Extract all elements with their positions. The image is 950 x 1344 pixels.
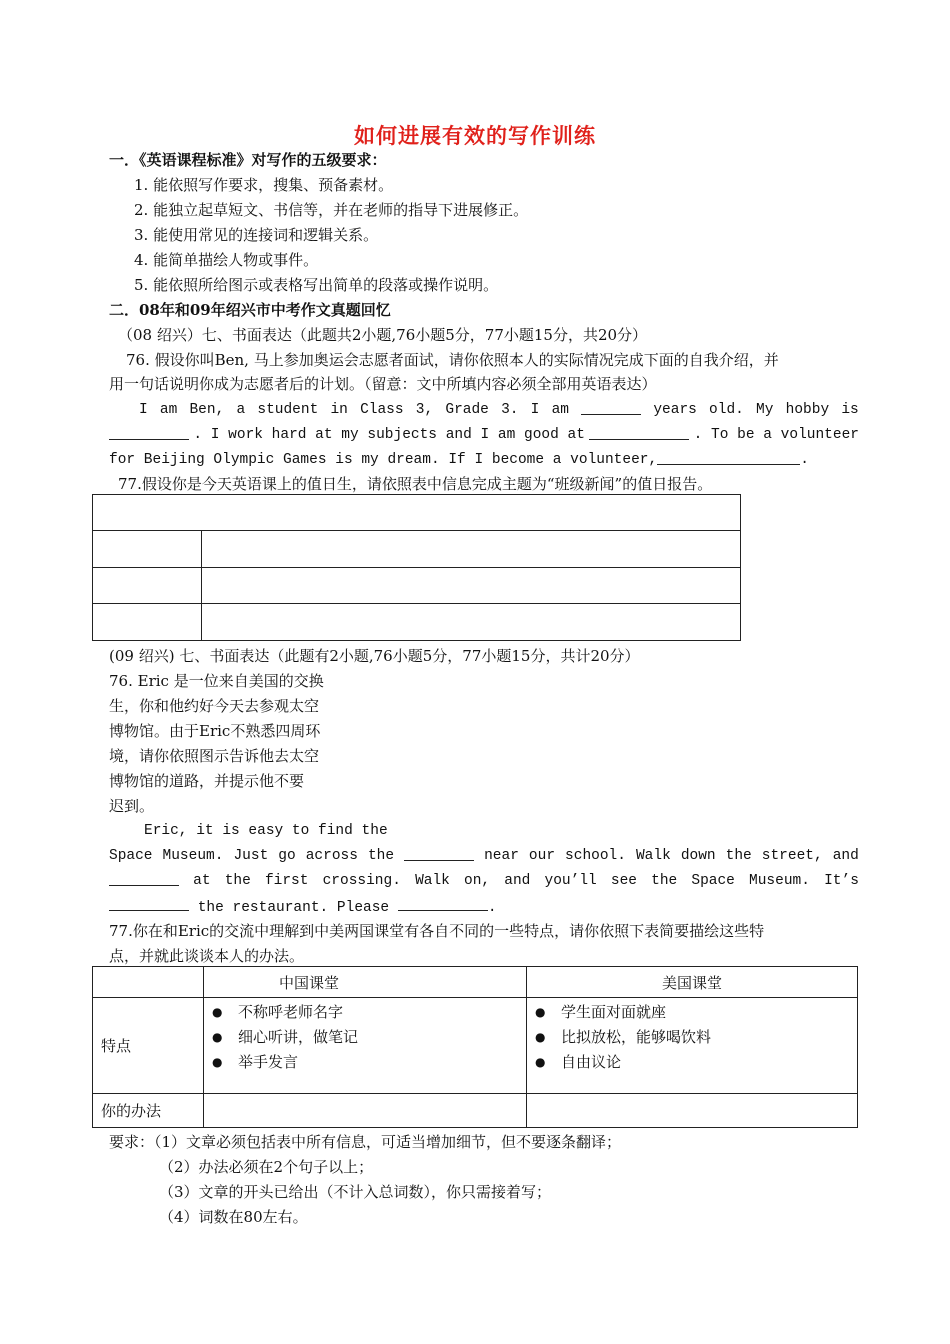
- text-fragment: hobby: [785, 402, 830, 418]
- text-fragment: our: [528, 848, 556, 864]
- text-fragment: Ben,: [189, 402, 225, 418]
- text-fragment: for Beijing Olympic Games is my dream. If I become a volunteer,: [109, 452, 658, 468]
- table-cell: [93, 568, 202, 604]
- text-fragment: the: [725, 848, 752, 864]
- text-fragment: and: [832, 848, 859, 864]
- features-label: 特点: [101, 1037, 132, 1055]
- exam09-q76-line: 76. Eric 是一位来自美国的交换: [109, 672, 324, 690]
- exam08-news-table: [92, 494, 741, 641]
- text-fragment: first: [264, 873, 309, 889]
- text-fragment: .: [487, 900, 497, 916]
- text-fragment: see: [610, 873, 637, 889]
- usa-opinion-cell[interactable]: [527, 1094, 858, 1128]
- opinion-label: 你的办法: [101, 1102, 162, 1120]
- exam08-q76-text-line: [109, 425, 859, 445]
- text-fragment: 3.: [501, 402, 519, 418]
- text-fragment: .: [800, 452, 809, 468]
- exam09-q77-line2: 点，并就此谈谈本人的办法。: [109, 947, 305, 965]
- list-item: ● 举手发言: [204, 1050, 526, 1075]
- exam09-q76-line: 博物馆。由于Eric不熟悉四周环: [109, 722, 321, 740]
- exam09-intro: (09 绍兴) 七、书面表达（此题有2小题,76小题5分，77小题15分，共计20分）: [109, 647, 640, 665]
- exam08-q76-line1: 76. 假设你叫Ben, 马上参加奥运会志愿者面试，请你依照本人的实际情况完成下面的自我介绍，并: [126, 351, 779, 369]
- text-fragment: I: [530, 402, 540, 418]
- table-cell: [202, 568, 741, 604]
- exam09-q76-text-line1: Eric, it is easy to find the: [144, 823, 388, 839]
- requirement-line: 要求：（1）文章必须包括表中所有信息，可适当增加细节，但不要逐条翻译；: [109, 1133, 622, 1151]
- text-fragment: student: [257, 402, 319, 418]
- text-fragment: years: [653, 402, 697, 418]
- text-fragment: crossing.: [322, 873, 401, 889]
- text-fragment: and: [504, 873, 531, 889]
- exam09-q76-line: 生，你和他约好今天去参观太空: [109, 697, 320, 715]
- text-fragment: Grade: [445, 402, 489, 418]
- list-item: ● 自由议论: [527, 1050, 857, 1075]
- text-fragment: near: [484, 848, 519, 864]
- text-fragment: old.: [709, 402, 744, 418]
- text-fragment: at: [193, 873, 211, 889]
- exam09-q76-text-line: [109, 846, 859, 866]
- table-cell: [202, 604, 741, 641]
- table-cell: [93, 967, 204, 998]
- section2-heading: 二．08年和09年绍兴市中考作文真题回忆: [109, 301, 391, 319]
- exam09-q76-text-line: [109, 871, 859, 891]
- usa-features-list: [527, 1000, 857, 1075]
- text-fragment: down: [680, 848, 716, 864]
- text-fragment: Space: [691, 873, 735, 889]
- list-item: ● 学生面对面就座: [527, 1000, 857, 1025]
- answer-blank[interactable]: [589, 425, 689, 440]
- row-label-features: [93, 998, 204, 1094]
- exam09-q76-line: 境，请你依照图示告诉他去太空: [109, 747, 320, 765]
- text-fragment: in: [330, 402, 348, 418]
- requirement-item: 4. 能简单描绘人物或事件。: [134, 251, 319, 269]
- text-fragment: . I work hard at my subjects and I am good at: [193, 427, 585, 443]
- requirement-line: （4）词数在80左右。: [159, 1208, 308, 1226]
- usa-header: [527, 967, 858, 998]
- exam09-q76-line: 博物馆的道路，并提示他不要: [109, 772, 305, 790]
- table-cell: [93, 604, 202, 641]
- text-fragment: on,: [464, 873, 491, 889]
- table-cell: [202, 531, 741, 568]
- text-fragment: school.: [565, 848, 626, 864]
- text-fragment: a: [236, 402, 246, 418]
- row-label-opinion: [93, 1094, 204, 1128]
- text-fragment: 3,: [415, 402, 434, 418]
- answer-blank[interactable]: [109, 425, 189, 440]
- text-fragment: am: [551, 402, 569, 418]
- list-item: ● 比拟放松，能够喝饮料: [527, 1025, 857, 1050]
- usa-features-cell: [527, 998, 858, 1094]
- text-fragment: Walk: [635, 848, 671, 864]
- china-features-list: [204, 1000, 526, 1075]
- text-fragment: Museum.: [162, 848, 224, 864]
- china-header: [204, 967, 527, 998]
- text-fragment: I: [139, 402, 148, 418]
- requirement-line: （2）办法必须在2个句子以上；: [159, 1158, 374, 1176]
- text-fragment: Class: [360, 402, 404, 418]
- list-item: ● 细心听讲，做笔记: [204, 1025, 526, 1050]
- answer-blank[interactable]: [581, 400, 641, 415]
- text-fragment: the: [651, 873, 678, 889]
- section1-heading: 一．《英语课程标准》对写作的五级要求：: [109, 151, 387, 169]
- exam08-q77: 77.假设你是今天英语课上的值日生，请依照表中信息完成主题为“班级新闻”的值日报告。: [118, 475, 713, 493]
- text-fragment: is: [841, 402, 859, 418]
- table-cell: [93, 495, 741, 531]
- requirement-item: 5. 能依照所给图示或表格写出简单的段落或操作说明。: [134, 276, 499, 294]
- requirement-item: 3. 能使用常见的连接词和逻辑关系。: [134, 226, 379, 244]
- text-fragment: Museum.: [749, 873, 810, 889]
- requirement-line: （3）文章的开头已给出（不计入总词数），你只需接着写；: [159, 1183, 552, 1201]
- exam09-q77-line1: 77.你在和Eric的交流中理解到中美两国课堂有各自不同的一些特点，请你依照下表简要描绘这些特: [109, 922, 765, 940]
- text-fragment: you’ll: [544, 873, 597, 889]
- exam08-q76-text-line: [139, 400, 859, 420]
- list-item: ● 不称呼老师名字: [204, 1000, 526, 1025]
- text-fragment: go: [278, 848, 296, 864]
- usa-header-label: 美国课堂: [661, 973, 722, 992]
- exam09-q76-text-line4: [109, 896, 497, 918]
- text-fragment: across: [305, 848, 358, 864]
- document-title: 如何进展有效的写作训练: [354, 123, 596, 148]
- text-fragment: street,: [761, 848, 823, 864]
- classroom-comparison-table: [92, 966, 858, 1128]
- answer-blank[interactable]: [404, 846, 474, 861]
- answer-blank[interactable]: [398, 896, 488, 911]
- exam08-intro: （08 绍兴）七、书面表达（此题共2小题,76小题5分，77小题15分，共20分）: [118, 326, 648, 344]
- text-fragment: am: [159, 402, 178, 418]
- china-features-cell: [204, 998, 527, 1094]
- text-fragment: the: [367, 848, 395, 864]
- answer-blank[interactable]: [109, 871, 179, 886]
- requirement-item: 1. 能依照写作要求，搜集、预备素材。: [134, 176, 394, 194]
- exam09-q76-line: 迟到。: [109, 797, 155, 815]
- requirement-item: 2. 能独立起草短文、书信等，并在老师的指导下进展修正。: [134, 201, 529, 219]
- text-fragment: the: [224, 873, 251, 889]
- text-fragment: . To be a volunteer: [693, 427, 859, 443]
- text-fragment: the restaurant. Please: [197, 900, 390, 916]
- exam08-q76-line2: 用一句话说明你成为志愿者后的计划。（留意：文中所填内容必须全部用英语表达）: [109, 375, 657, 393]
- exam08-q76-text-line: [109, 450, 809, 470]
- text-fragment: Space: [109, 848, 153, 864]
- table-cell: [93, 531, 202, 568]
- china-opinion-cell[interactable]: [204, 1094, 527, 1128]
- text-fragment: Just: [233, 848, 269, 864]
- answer-blank[interactable]: [657, 450, 800, 465]
- text-fragment: Walk: [415, 873, 450, 889]
- china-header-label: 中国课堂: [278, 973, 339, 992]
- answer-blank[interactable]: [109, 896, 189, 911]
- text-fragment: It’s: [824, 873, 859, 889]
- text-fragment: My: [756, 402, 774, 418]
